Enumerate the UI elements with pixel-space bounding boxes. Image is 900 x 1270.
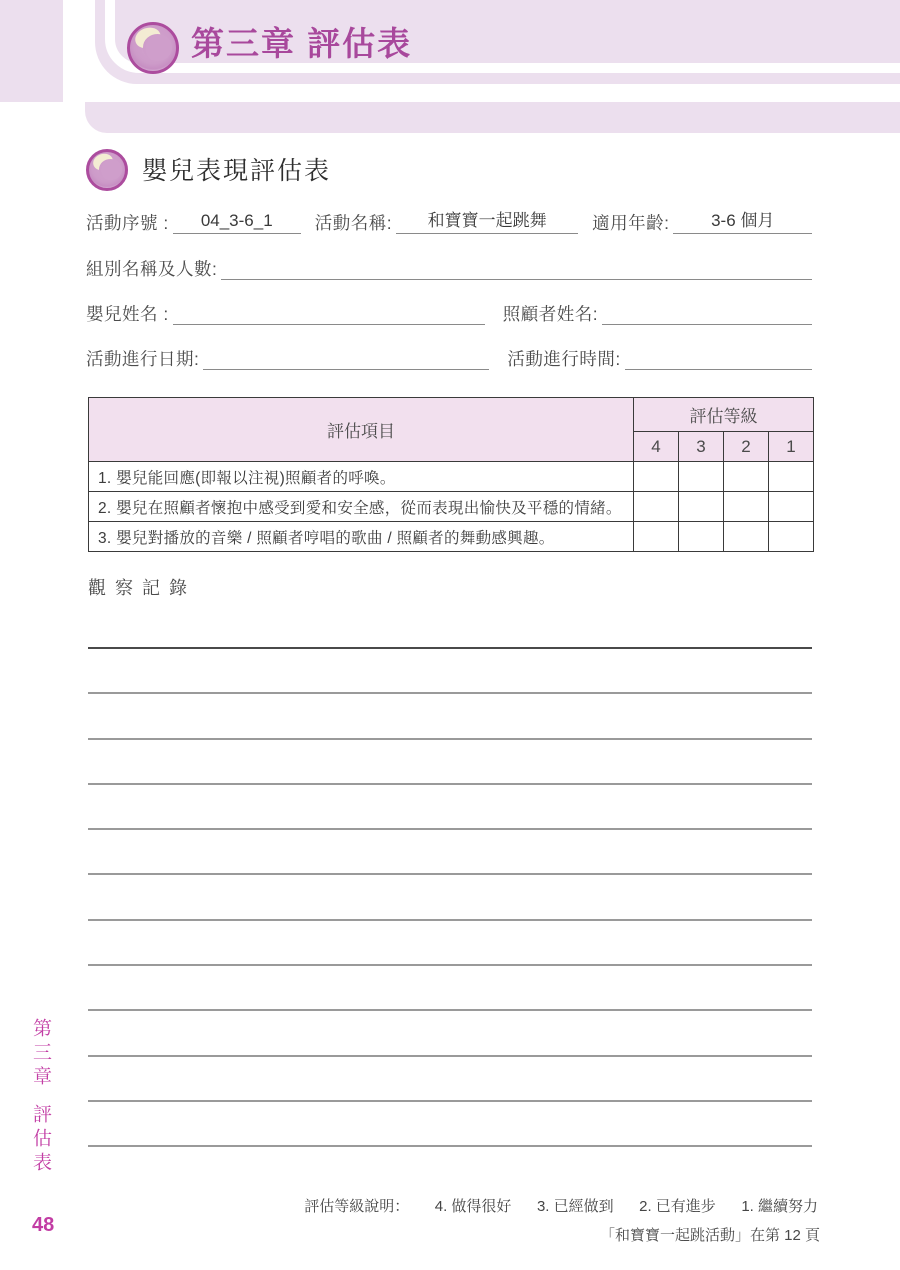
grade-level-header: 3 <box>679 432 724 462</box>
legend-label: 評估等級說明： <box>304 1198 410 1215</box>
observation-lines <box>88 647 812 1191</box>
grade-cell <box>679 462 724 492</box>
item-column-header: 評估項目 <box>89 398 634 462</box>
writing-line <box>88 692 812 694</box>
section-title: 嬰兒表現評估表 <box>142 157 332 185</box>
grade-level-header: 2 <box>724 432 769 462</box>
writing-line <box>88 1100 812 1102</box>
writing-line <box>88 783 812 785</box>
legend-item: 2. 已有進步 <box>639 1198 716 1215</box>
sidebar-section-text: 評估表 <box>30 1104 51 1176</box>
chapter-title: 第三章 評估表 <box>191 25 413 62</box>
grade-cell <box>769 522 814 552</box>
activity-name-label: 活動名稱: <box>314 212 393 233</box>
form-row-names <box>86 293 812 325</box>
table-row <box>89 522 814 552</box>
activity-no-label: 活動序號 : <box>86 212 169 233</box>
evaluation-item: 2. 嬰兒在照顧者懷抱中感受到愛和安全感，從而表現出愉快及平穩的情緒。 <box>89 492 634 522</box>
writing-line <box>88 1145 812 1147</box>
writing-line <box>88 1055 812 1057</box>
grade-cell <box>634 462 679 492</box>
page-number: 48 <box>32 1214 55 1236</box>
table-row <box>89 462 814 492</box>
grade-legend <box>304 1195 818 1216</box>
grade-cell <box>724 462 769 492</box>
caregiver-field <box>602 322 812 325</box>
writing-line <box>88 738 812 740</box>
time-field <box>625 367 812 370</box>
grade-level-header: 4 <box>634 432 679 462</box>
legend-item: 3. 已經做到 <box>536 1198 614 1215</box>
banner-main-block <box>95 0 900 84</box>
age-field: 3-6 個月 <box>673 206 812 234</box>
sidebar-chapter-text: 第三章 <box>30 1018 51 1090</box>
baby-name-field <box>173 322 485 325</box>
legend-item: 4. 做得很好 <box>434 1198 512 1215</box>
pearl-icon <box>127 22 179 74</box>
grade-cell <box>724 522 769 552</box>
form-row-activity <box>86 202 812 234</box>
grade-level-header: 1 <box>769 432 814 462</box>
form-row-datetime <box>86 338 812 370</box>
grade-cell <box>724 492 769 522</box>
age-label: 適用年齡: <box>592 212 670 233</box>
writing-line <box>88 919 812 921</box>
evaluation-item: 3. 嬰兒對播放的音樂 / 照顧者哼唱的歌曲 / 照顧者的舞動感興趣。 <box>89 522 634 552</box>
group-label: 組別名稱及人數: <box>86 258 218 279</box>
observation-label: 觀察記錄 <box>88 578 196 598</box>
banner-corner-block <box>0 0 63 102</box>
grade-cell <box>679 492 724 522</box>
grade-cell <box>634 492 679 522</box>
date-field <box>203 367 489 370</box>
group-field <box>221 277 812 280</box>
banner-bottom-band <box>85 102 900 133</box>
writing-line <box>88 647 812 649</box>
baby-name-label: 嬰兒姓名 : <box>86 303 169 324</box>
date-label: 活動進行日期: <box>86 348 200 369</box>
grade-cell <box>769 492 814 522</box>
caregiver-label: 照顧者姓名: <box>502 303 599 324</box>
sidebar-chapter-tab <box>27 1018 54 1176</box>
writing-line <box>88 873 812 875</box>
time-label: 活動進行時間: <box>507 348 621 369</box>
activity-name-field: 和寶寶一起跳舞 <box>396 206 578 234</box>
chapter-banner <box>0 0 900 135</box>
legend-item: 1. 繼續努力 <box>741 1198 818 1215</box>
form-row-group <box>86 248 812 280</box>
grade-cell <box>634 522 679 552</box>
grade-cell <box>769 462 814 492</box>
writing-line <box>88 1009 812 1011</box>
grade-column-header: 評估等級 <box>634 398 814 432</box>
table-row <box>89 492 814 522</box>
evaluation-table <box>88 397 814 552</box>
writing-line <box>88 828 812 830</box>
pearl-icon <box>86 149 128 191</box>
evaluation-item: 1. 嬰兒能回應(即報以注視)照顧者的呼喚。 <box>89 462 634 492</box>
writing-line <box>88 964 812 966</box>
grade-cell <box>679 522 724 552</box>
activity-no-field: 04_3-6_1 <box>173 211 301 234</box>
reference-note: 「和寶寶一起跳活動」在第 12 頁 <box>599 1227 820 1244</box>
